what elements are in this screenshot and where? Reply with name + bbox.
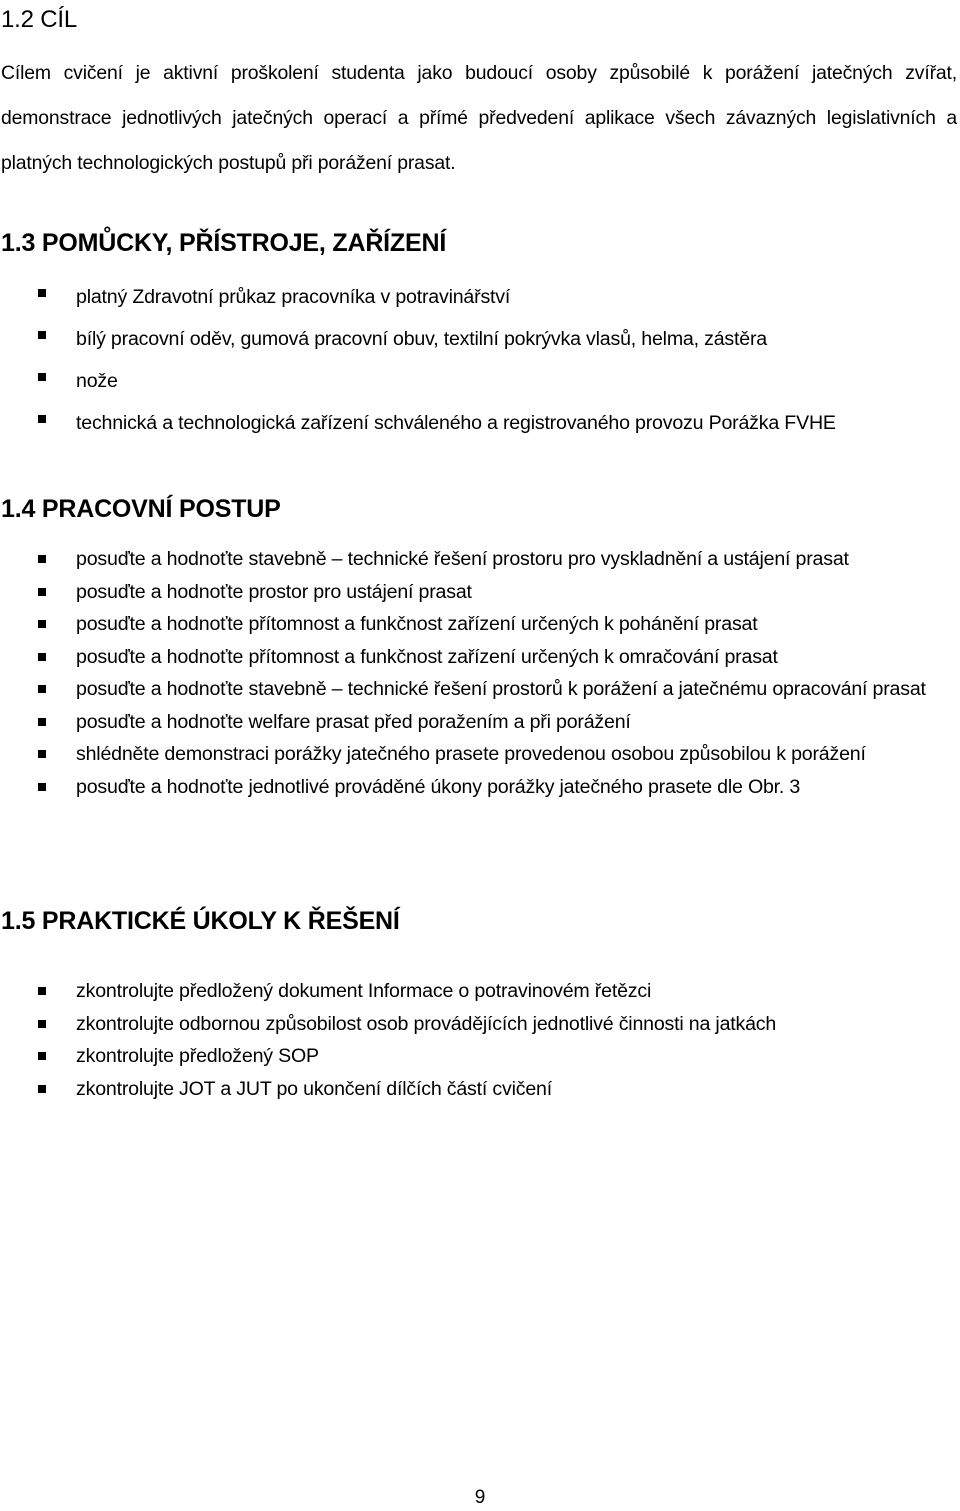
square-bullet-icon [38, 555, 46, 563]
list-item: technická a technologická zařízení schváleného a registrovaného provozu Porážka FVHE [0, 402, 960, 444]
square-bullet-icon [38, 588, 46, 596]
list-item: nože [0, 360, 960, 402]
goal-paragraph: Cílem cvičení je aktivní proškolení studenta jako budoucí osoby způsobilé k porážení jatečných zvířat, demonstrace jednotlivých jatečných operací a přímé předvedení aplikace všech závazných legislativních a platných technologických postupů při porážení prasat. [1, 62, 957, 174]
square-bullet-icon [38, 750, 46, 758]
square-bullet-icon [38, 415, 46, 423]
list-item: posuďte a hodnoťte welfare prasat před poražením a při porážení [0, 706, 960, 739]
tasks-list [0, 975, 960, 1105]
list-item: zkontrolujte JOT a JUT po ukončení dílčích částí cvičení [0, 1073, 960, 1106]
square-bullet-icon [38, 331, 46, 339]
square-bullet-icon [38, 1052, 46, 1060]
list-item: posuďte a hodnoťte stavebně – technické řešení prostoru pro vyskladnění a ustájení prasat [0, 543, 960, 576]
square-bullet-icon [38, 718, 46, 726]
list-item: shlédněte demonstraci porážky jatečného prasete provedenou osobou způsobilou k porážení [0, 738, 960, 771]
square-bullet-icon [38, 1085, 46, 1093]
procedure-list [0, 543, 960, 803]
list-item: posuďte a hodnoťte stavebně – technické řešení prostorů k porážení a jatečnému opracování prasat [0, 673, 960, 706]
section-heading-procedure: 1.4 PRACOVNÍ POSTUP [1, 495, 281, 523]
section-heading-tools: 1.3 POMŮCKY, PŘÍSTROJE, ZAŘÍZENÍ [1, 229, 447, 257]
tools-list [0, 276, 960, 444]
square-bullet-icon [38, 289, 46, 297]
list-item: posuďte a hodnoťte přítomnost a funkčnost zařízení určených k pohánění prasat [0, 608, 960, 641]
list-item: zkontrolujte odbornou způsobilost osob provádějících jednotlivé činnosti na jatkách [0, 1008, 960, 1041]
square-bullet-icon [38, 1020, 46, 1028]
section-heading-goal: 1.2 CÍL [1, 6, 77, 33]
section-heading-tasks: 1.5 PRAKTICKÉ ÚKOLY K ŘEŠENÍ [1, 907, 400, 935]
square-bullet-icon [38, 653, 46, 661]
square-bullet-icon [38, 685, 46, 693]
list-item: zkontrolujte předložený SOP [0, 1040, 960, 1073]
list-item: posuďte a hodnoťte jednotlivé prováděné úkony porážky jatečného prasete dle Obr. 3 [0, 771, 960, 804]
list-item: zkontrolujte předložený dokument Informace o potravinovém řetězci [0, 975, 960, 1008]
square-bullet-icon [38, 620, 46, 628]
list-item: bílý pracovní oděv, gumová pracovní obuv, textilní pokrývka vlasů, helma, zástěra [0, 318, 960, 360]
page-number: 9 [474, 1487, 486, 1508]
list-item: platný Zdravotní průkaz pracovníka v potravinářství [0, 276, 960, 318]
list-item: posuďte a hodnoťte prostor pro ustájení prasat [0, 576, 960, 609]
list-item: posuďte a hodnoťte přítomnost a funkčnost zařízení určených k omračování prasat [0, 641, 960, 674]
square-bullet-icon [38, 987, 46, 995]
square-bullet-icon [38, 783, 46, 791]
square-bullet-icon [38, 373, 46, 381]
